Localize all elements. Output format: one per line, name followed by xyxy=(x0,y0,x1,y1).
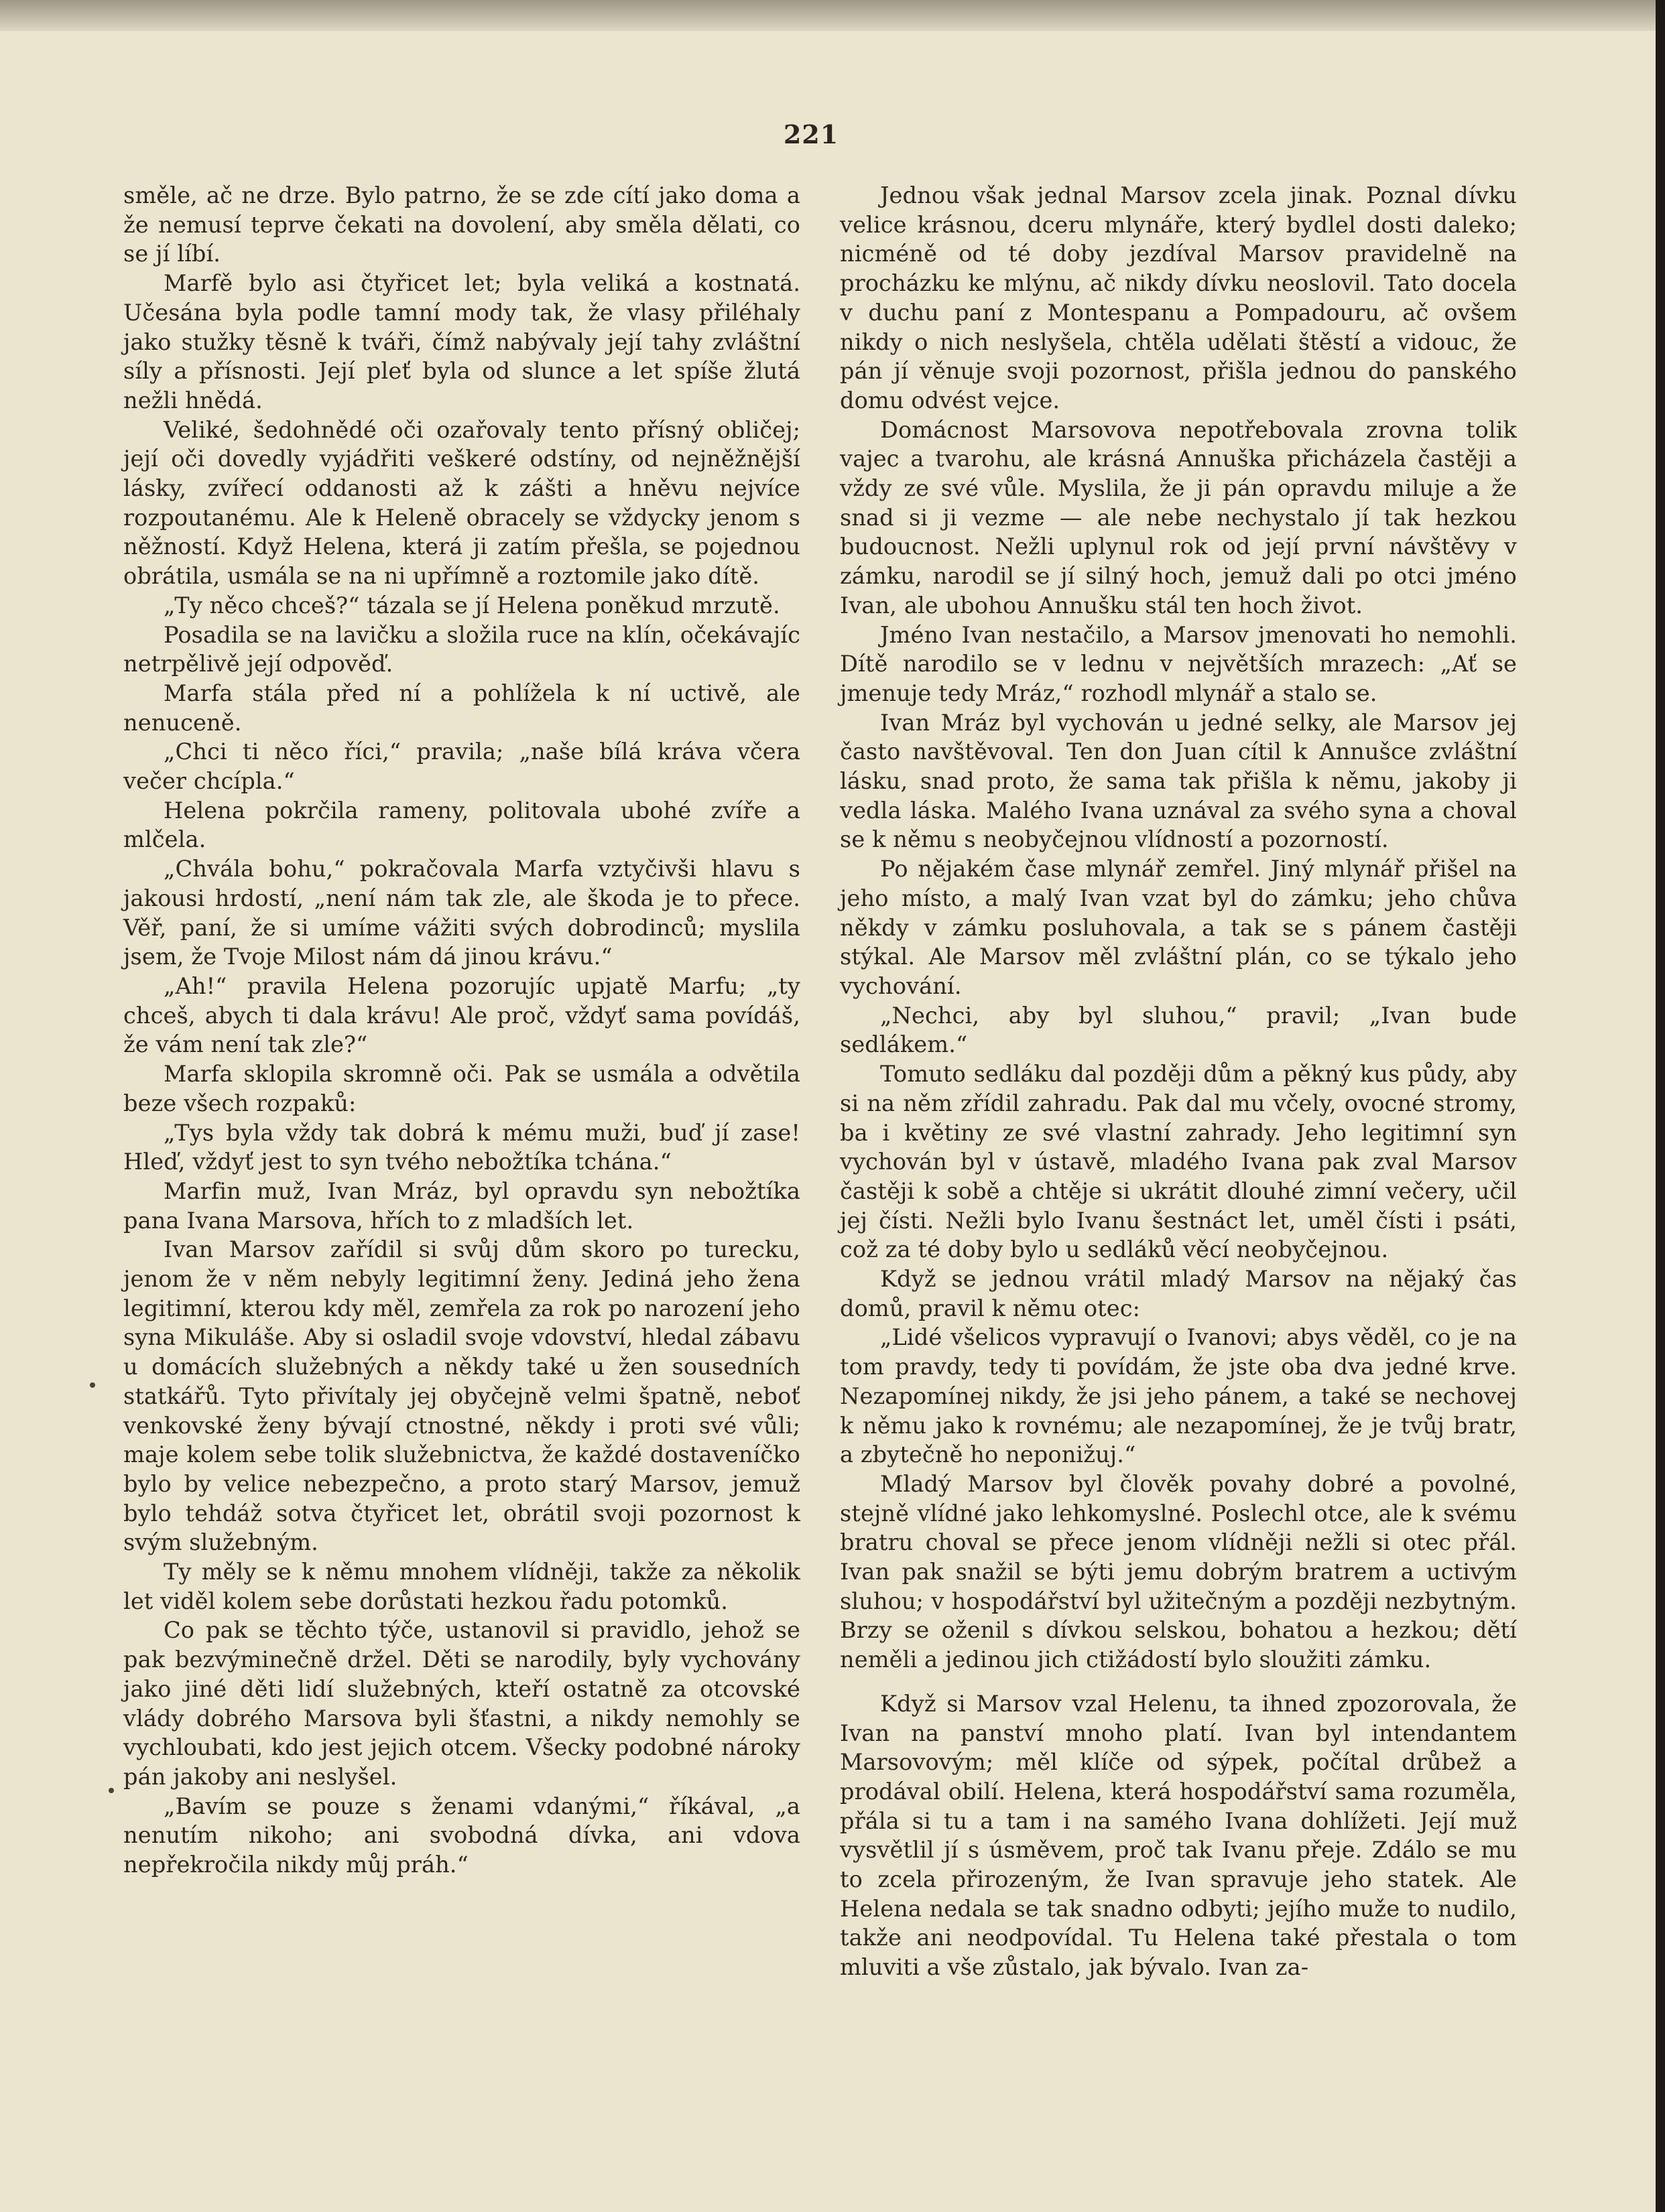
paragraph: „Nechci, aby byl sluhou,“ pravil; „Ivan bude sedlákem.“ xyxy=(840,1002,1517,1058)
paragraph: Marfa stála před ní a pohlížela k ní uctivě, ale nenuceně. xyxy=(123,679,800,736)
paragraph: „Ty něco chceš?“ tázala se jí Helena poněkud mrzutě. xyxy=(164,592,780,619)
paragraph: Marfě bylo asi čtyřicet let; byla veliká a kostnatá. Učesána byla podle tamní mody tak, že vlasy přiléhaly jako stužky těsně k tváři, čímž nabývaly její tahy zvláštní síly a přísnosti. Její pleť byla od slunce a let spíše žlutá nežli hnědá. xyxy=(123,270,800,413)
paragraph: „Bavím se pouze s ženami vdanými,“ říkával, „a nenutím nikoho; ani svobodná dívka, ani vdova nepřekročila nikdy můj práh.“ xyxy=(123,1793,800,1878)
paragraph: Marfa sklopila skromně oči. Pak se usmála a odvětila beze všech rozpaků: xyxy=(123,1061,800,1116)
paragraph: „Chci ti něco říci,“ pravila; „naše bílá kráva včera večer chcípla.“ xyxy=(123,738,800,795)
paragraph: „Lidé všelicos vypravují o Ivanovi; abys věděl, co je na tom pravdy, tedy ti povídám, že jste oba dva jedné krve. Nezapomínej nikdy, že jsi jeho pánem, a také se nechovej k němu jako k rovnému; ale nezapomínej, že je tvůj bratr, a zbytečně ho neponižuj.“ xyxy=(840,1324,1517,1468)
paragraph: Domácnost Marsovova nepotřebovala zrovna tolik vajec a tvarohu, ale krásná Annuška přicházela častěji a vždy ze své vůle. Myslila, že ji pán opravdu miluje a že snad si ji vezme — ale nebe nechystalo jí tak hezkou budoucnost. Nežli uplynul rok od její první návštěvy v zámku, narodil se jí silný hoch, jemuž dali po otci jméno Ivan, ale ubohou Annušku stál ten hoch život. xyxy=(840,416,1517,619)
paragraph: „Ah!“ pravila Helena pozorujíc upjatě Marfu; „ty chceš, abych ti dala krávu! Ale proč, vždyť sama povídáš, že vám není tak zle?“ xyxy=(123,972,800,1058)
paragraph: Co pak se těchto týče, ustanovil si pravidlo, jehož se pak bezvýminečně držel. Děti se narodily, byly vychovány jako jiné děti lidí služebných, kteří ostatně za otcovské vlády dobrého Marsova byli šťastni, a nikdy nemohly se vychloubati, kdo jest jejich otcem. Všecky podobné nároky pán jakoby ani neslyšel. xyxy=(123,1617,800,1790)
scan-top-edge xyxy=(0,0,1665,31)
page-number: 221 xyxy=(783,119,839,149)
paragraph: Když se jednou vrátil mladý Marsov na nějaký čas domů, pravil k němu otec: xyxy=(840,1266,1517,1321)
paragraph: Jednou však jednal Marsov zcela jinak. Poznal dívku velice krásnou, dceru mlynáře, který bydlel dosti daleko; nicméně od té doby jezdíval Marsov pravidelně na procházku ke mlýnu, ač nikdy dívku neoslovil. Tato docela v duchu paní z Montespanu a Pompadouru, ač ovšem nikdy o nich neslyšela, chtěla udělati štěstí a vidouc, že pán jí věnuje svoji pozornost, přišla jednou do panského domu odvést vejce. xyxy=(840,182,1517,413)
margin-mark xyxy=(109,1788,114,1793)
paragraph: Jméno Ivan nestačilo, a Marsov jmenovati ho nemohli. Dítě narodilo se v lednu v největších mrazech: „Ať se jmenuje tedy Mráz,“ rozhodl mlynář a stalo se. xyxy=(840,621,1517,706)
paragraph: Helena pokrčila rameny, politovala ubohé zvíře a mlčela. xyxy=(123,797,800,853)
paragraph: Marfin muž, Ivan Mráz, byl opravdu syn nebožtíka pana Ivana Marsova, hřích to z mladších let. xyxy=(123,1177,800,1234)
paragraph: Když si Marsov vzal Helenu, ta ihned zpozorovala, že Ivan na panství mnoho platí. Ivan byl intendantem Marsovovým; měl klíče od sýpek, počítal drůbež a prodával obilí. Helena, která hospodářství sama rozuměla, přála si tu a tam i na samého Ivana dohlížeti. Její muž vysvětlil jí s úsměvem, proč tak Ivanu přeje. Zdálo se mu to zcela přirozeným, že Ivan spravuje jeho statek. Ale Helena nedala se tak snadno odbyti; jejího muže to nudilo, takže ani neodpovídal. Tu Helena také přestala o tom mluviti a vše zůstalo, jak bývalo. Ivan za- xyxy=(840,1690,1517,1981)
paragraph: Tomuto sedláku dal později dům a pěkný kus půdy, aby si na něm zřídil zahradu. Pak dal mu včely, ovocné stromy, ba i květiny ze své vlastní zahrady. Jeho legitimní syn vychován byl v ústavě, mladého Ivana pak zval Marsov častěji k sobě a chtěje si ukrátit dlouhé zimní večery, učil jej čísti. Nežli bylo Ivanu šestnáct let, uměl čísti i psáti, což za té doby bylo u sedláků věcí neobyčejnou. xyxy=(840,1061,1517,1263)
paragraph: „Chvála bohu,“ pokračovala Marfa vztyčivši hlavu s jakousi hrdostí, „není nám tak zle, ale škoda je to přece. Věř, paní, že si umíme vážiti svých dobrodinců; myslila jsem, že Tvoje Milost nám dá jinou krávu.“ xyxy=(123,856,800,970)
paragraph: Posadila se na lavičku a složila ruce na klín, očekávajíc netrpělivě její odpověď. xyxy=(123,621,800,677)
paragraph: „Tys byla vždy tak dobrá k mému muži, buď jí zase! Hleď, vždyť jest to syn tvého nebožtíka tchána.“ xyxy=(123,1119,800,1175)
paragraph: Mladý Marsov byl člověk povahy dobré a povolné, stejně vlídné jako lehkomyslné. Poslechl otce, ale k svému bratru choval se přece jenom vlídněji nežli si otec přál. Ivan pak snažil se býti jemu dobrým bratrem a uctivým sluhou; v hospodářství byl užitečným a později nezbytným. Brzy se oženil s dívkou selskou, bohatou a hezkou; dětí neměli a jedinou jich ctižádostí bylo sloužiti zámku. xyxy=(840,1470,1517,1673)
right-text-column xyxy=(840,181,1517,1982)
margin-mark xyxy=(90,1382,95,1388)
paragraph: Ty měly se k němu mnohem vlídněji, takže za několik let viděl kolem sebe dorůstati hezkou řadu potomků. xyxy=(123,1559,800,1614)
paragraph: Veliké, šedohnědé oči ozařovaly tento přísný obličej; její oči dovedly vyjádřiti veškeré odstíny, od nejněžnější lásky, zvířecí oddanosti až k zášti a hněvu nejvíce rozpoutanému. Ale k Heleně obracely se vždycky jenom s něžností. Když Helena, která ji zatím přešla, se pojednou obrátila, usmála se na ni upřímně a roztomile jako dítě. xyxy=(123,416,800,590)
paragraph: Po nějakém čase mlynář zemřel. Jiný mlynář přišel na jeho místo, a malý Ivan vzat byl do zámku; jeho chůva někdy v zámku posluhovala, a tak se s pánem častěji stýkal. Ale Marsov měl zvláštní plán, co se týkalo jeho vychování. xyxy=(840,856,1517,999)
left-text-column xyxy=(123,181,800,1880)
paragraph: Ivan Mráz byl vychován u jedné selky, ale Marsov jej často navštěvoval. Ten don Juan cítil k Annušce zvláštní lásku, snad proto, že sama tak přišla k němu, jakoby ji vedla láska. Malého Ivana uznával za svého syna a choval se k němu s neobyčejnou vlídností a pozorností. xyxy=(840,709,1517,853)
scan-right-edge xyxy=(1656,0,1665,2212)
paragraph: směle, ač ne drze. Bylo patrno, že se zde cítí jako doma a že nemusí teprve čekati na dovolení, aby směla dělati, co se jí líbí. xyxy=(123,182,800,267)
paragraph: Ivan Marsov zařídil si svůj dům skoro po turecku, jenom že v něm nebyly legitimní ženy. Jediná jeho žena legitimní, kterou kdy měl, zemřela za rok po narození jeho syna Mikuláše. Aby si osladil svoje vdovství, hledal zábavu u domácích služebných a někdy také u žen sousedních statkářů. Tyto přivítaly jej obyčejně velmi špatně, neboť venkovské ženy bývají ctnostné, někdy i proti své vůli; maje kolem sebe tolik služebnictva, že každé dostaveníčko bylo by velice nebezpečno, a proto starý Marsov, jemuž bylo tehdáž sotva čtyřicet let, obrátil svoji pozornost k svým služebným. xyxy=(123,1236,800,1556)
